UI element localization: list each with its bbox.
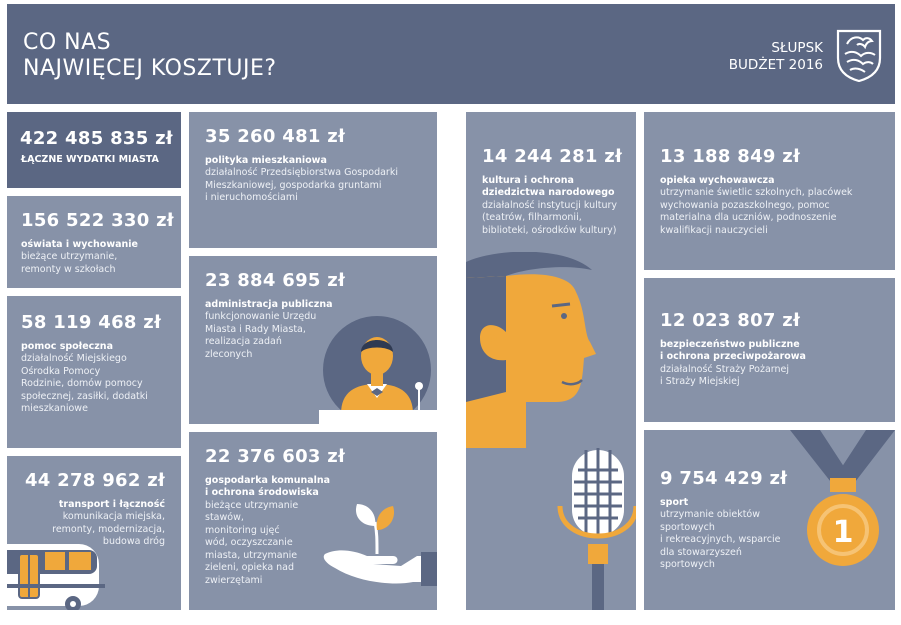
hand-with-seedling-icon (317, 496, 437, 586)
municipal-category: gospodarka komunalna (205, 475, 331, 486)
housing-category: polityka mieszkaniowa (205, 155, 327, 166)
sport-category: sport (660, 497, 689, 508)
budget-label (729, 40, 823, 74)
housing-amount: 35 260 481 zł (205, 126, 346, 147)
municipal-tile: 22 376 603 zł gospodarka komunalna i ochrona środowiska bieżące utrzymanie stawów, monitoring ujęć wód, oczyszczanie miasta, utrzymanie zieleni, opieka nad zwierzętami (189, 432, 437, 610)
medal-number: 1 (832, 515, 854, 550)
public-safety-tile: 12 023 807 zł bezpieczeństwo publiczne i ochrona przeciwpożarowa działalność Straży Pożarnej i Straży Miejskiej (644, 278, 895, 422)
face-profile-icon (466, 252, 636, 448)
social-aid-amount: 58 119 468 zł (21, 312, 162, 333)
official-at-podium-icon (319, 308, 437, 424)
slupsk-griffin-crest-icon (835, 28, 883, 82)
social-aid-tile: 58 119 468 zł pomoc społeczna działalność Miejskiego Ośrodka Pomocy Rodzinie, domów pomocy społecznej, zasiłki, dodatki mieszkaniowe (7, 296, 181, 448)
city-name: SŁUPSK (771, 40, 823, 56)
sport-tile: 9 754 429 zł sport utrzymanie obiektów sportowych i rekreacyjnych, wsparcie dla stowarzyszeń sportowych 1 (644, 430, 895, 610)
childcare-category: opieka wychowawcza (660, 175, 775, 186)
total-tile (7, 112, 181, 188)
housing-tile: 35 260 481 zł polityka mieszkaniowa działalność Przedsiębiorstwa Gospodarki Mieszkaniowej, gospodarka gruntami i nieruchomościami (189, 112, 437, 248)
education-tile: 156 522 330 zł oświata i wychowanie bieżące utrzymanie, remonty w szkołach (7, 196, 181, 288)
header-banner (7, 4, 895, 104)
administration-tile: 23 884 695 zł administracja publiczna funkcjonowanie Urzędu Miasta i Rady Miasta, realizacja zadań zleconych (189, 256, 437, 424)
education-amount: 156 522 330 zł (21, 210, 174, 231)
education-category: oświata i wychowanie (21, 239, 138, 250)
culture-amount: 14 244 281 zł (482, 146, 623, 167)
microphone-icon (552, 444, 636, 610)
bus-icon (7, 538, 107, 610)
medal-icon (790, 430, 895, 570)
culture-category: kultura i ochrona (482, 175, 574, 186)
public-safety-category: bezpieczeństwo publiczne (660, 339, 800, 350)
childcare-tile: 13 188 849 zł opieka wychowawcza utrzymanie świetlic szkolnych, placówek wychowania pozaszkolnego, pomoc materialna dla uczniów, podnoszenie kwalifikacji nauczycieli (644, 112, 895, 270)
municipal-amount: 22 376 603 zł (205, 446, 346, 467)
budget-year: BUDŻET 2016 (728, 57, 823, 73)
public-safety-amount: 12 023 807 zł (660, 310, 801, 331)
sport-amount: 9 754 429 zł (660, 468, 788, 489)
page-title: CO NAS NAJWIĘCEJ KOSZTUJE? (23, 30, 277, 81)
total-amount: 422 485 835 zł (20, 128, 173, 149)
transport-category: transport i łączność (58, 499, 165, 510)
social-aid-category: pomoc społeczna (21, 341, 113, 352)
total-label: ŁĄCZNE WYDATKI MIASTA (21, 154, 159, 165)
administration-amount: 23 884 695 zł (205, 270, 346, 291)
transport-amount: 44 278 962 zł (24, 470, 165, 491)
transport-tile: 44 278 962 zł transport i łączność komunikacja miejska, remonty, modernizacja, budowa dróg (7, 456, 181, 610)
administration-category: administracja publiczna (205, 299, 333, 310)
childcare-amount: 13 188 849 zł (660, 146, 801, 167)
culture-tile: 14 244 281 zł kultura i ochrona dziedzictwa narodowego działalność instytucji kultury (teatrów, filharmonii, biblioteki, ośrodków kultury) (466, 112, 636, 610)
